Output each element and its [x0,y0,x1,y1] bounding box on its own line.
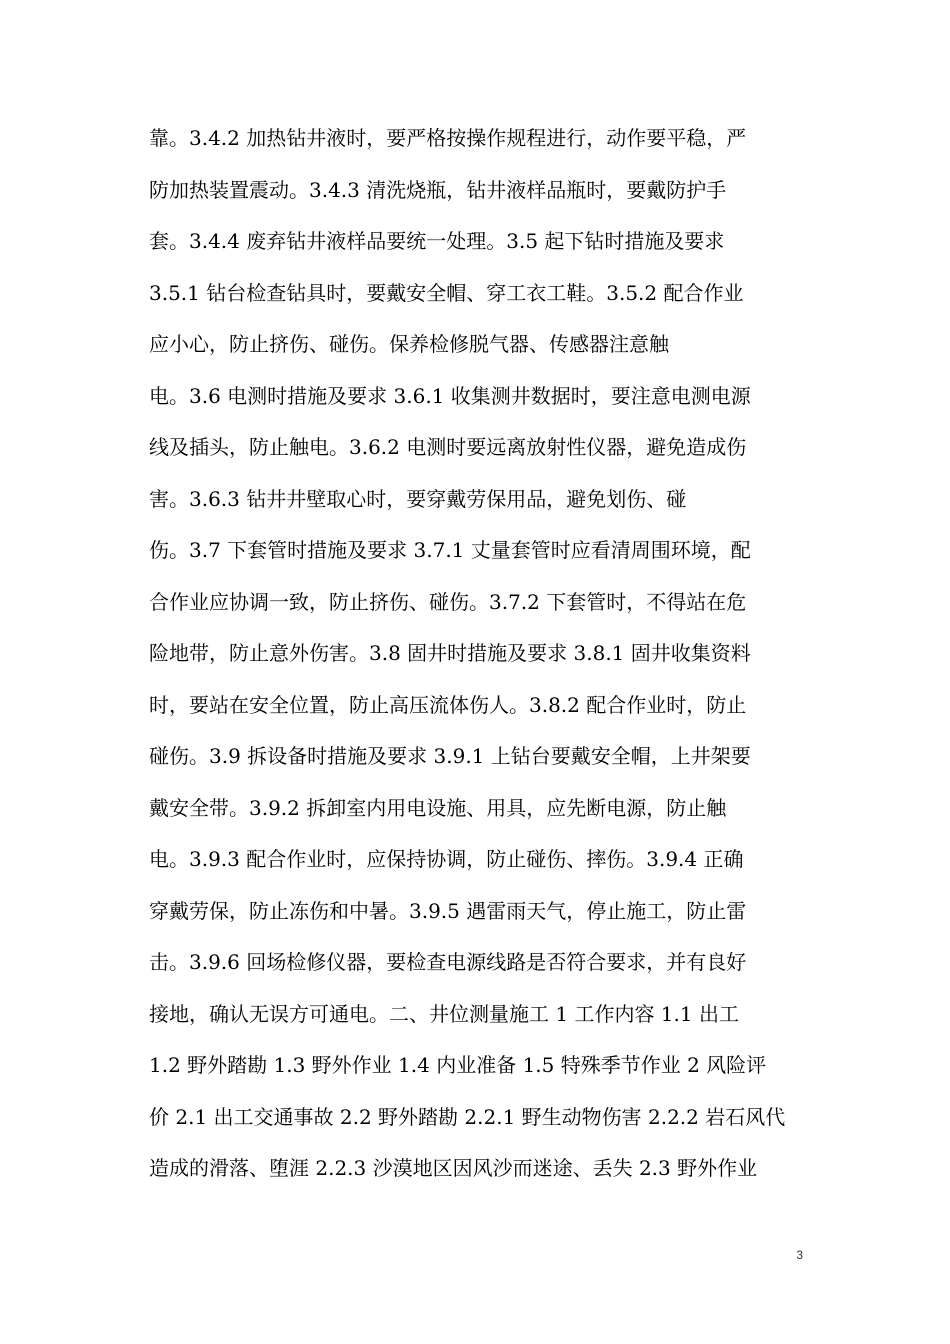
text-line: 电。3.9.3 配合作业时，应保持协调，防止碰伤、摔伤。3.9.4 正确 [149,847,744,871]
text-line: 3.5.1 钻台检查钻具时，要戴安全帽、穿工衣工鞋。3.5.2 配合作业 [149,280,744,305]
text-line: 接地，确认无误方可通电。二、井位测量施工 1 工作内容 1.1 出工 [149,1001,739,1026]
text-line: 击。3.9.6 回场检修仪器，要检查电源线路是否符合要求，并有良好 [149,950,747,974]
text-line: 合作业应协调一致，防止挤伤、碰伤。3.7.2 下套管时，不得站在危 [149,589,747,614]
text-line: 造成的滑落、堕涯 2.2.3 沙漠地区因风沙而迷途、丢失 2.3 野外作业 [149,1156,758,1180]
text-line: 1.2 野外踏勘 1.3 野外作业 1.4 内业准备 1.5 特殊季节作业 2 风险评 [149,1053,767,1077]
text-line: 线及插头，防止触电。3.6.2 电测时要远离放射性仪器，避免造成伤 [149,435,747,459]
text-line: 险地带，防止意外伤害。3.8 固井时措施及要求 3.8.1 固井收集资料 [149,641,751,665]
text-line: 靠。3.4.2 加热钻井液时，要严格按操作规程进行，动作要平稳，严 [149,126,747,150]
text-line: 戴安全带。3.9.2 拆卸室内用电设施、用具，应先断电源，防止触 [149,795,727,820]
text-line: 电。3.6 电测时措施及要求 3.6.1 收集测井数据时，要注意电测电源 [149,383,751,408]
page-number: 3 [796,1248,803,1262]
text-line: 防加热装置震动。3.4.3 清洗烧瓶，钻井液样品瓶时，要戴防护手 [149,177,727,202]
body-text [149,113,809,1195]
text-line: 伤。3.7 下套管时措施及要求 3.7.1 丈量套管时应看清周围环境，配 [149,538,751,562]
text-line: 套。3.4.4 废弃钻井液样品要统一处理。3.5 起下钻时措施及要求 [149,229,725,253]
text-line: 害。3.6.3 钻井井壁取心时，要穿戴劳保用品，避免划伤、碰 [149,486,687,511]
text-line: 时，要站在安全位置，防止高压流体伤人。3.8.2 配合作业时，防止 [149,692,747,717]
text-line: 应小心，防止挤伤、碰伤。保养检修脱气器、传感器注意触 [149,332,669,356]
text-line: 碰伤。3.9 拆设备时措施及要求 3.9.1 上钻台要戴安全帽，上井架要 [149,744,751,768]
text-line: 穿戴劳保，防止冻伤和中暑。3.9.5 遇雷雨天气，停止施工，防止雷 [149,898,747,923]
text-line: 价 2.1 出工交通事故 2.2 野外踏勘 2.2.1 野生动物伤害 2.2.2 岩石风代 [149,1104,786,1129]
